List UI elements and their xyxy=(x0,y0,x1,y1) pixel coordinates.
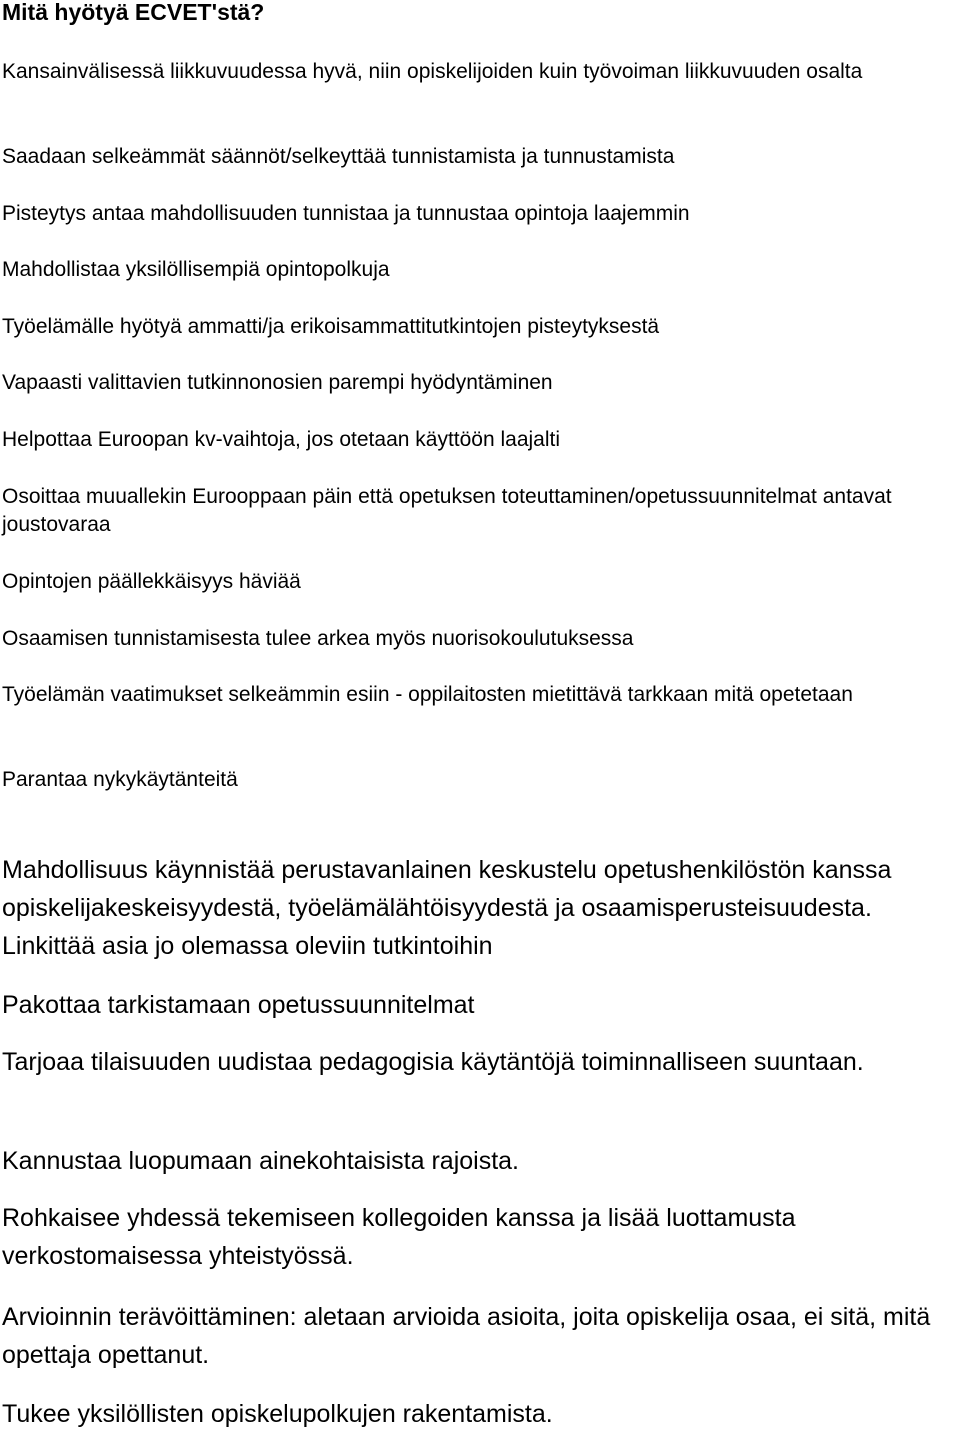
benefit-item: Parantaa nykykäytänteitä xyxy=(2,768,238,791)
benefit-item: Pisteytys antaa mahdollisuuden tunnistaa ja tunnustaa opintoja laajemmin xyxy=(2,202,690,225)
benefit-item: Kansainvälisessä liikkuvuudessa hyvä, niin opiskelijoiden kuin työvoiman liikkuvuuden osalta xyxy=(2,60,863,83)
benefit-item: Mahdollistaa yksilöllisempiä opintopolkuja xyxy=(2,258,390,281)
pedagogy-item: Arvioinnin terävöittäminen: aletaan arvioida asioita, joita opiskelija osaa, ei sitä, mitä opettaja opettanut. xyxy=(2,1303,931,1369)
benefit-item: Helpottaa Euroopan kv-vaihtoja, jos otetaan käyttöön laajalti xyxy=(2,428,561,451)
benefit-item: Osaamisen tunnistamisesta tulee arkea myös nuorisokoulutuksessa xyxy=(2,627,634,650)
page-title: Mitä hyötyä ECVET'stä? xyxy=(2,0,265,25)
pedagogy-item: Pakottaa tarkistamaan opetussuunnitelmat xyxy=(2,991,475,1019)
benefit-item: Vapaasti valittavien tutkinnonosien parempi hyödyntäminen xyxy=(2,371,553,394)
pedagogy-item: Tukee yksilöllisten opiskelupolkujen rakentamista. xyxy=(2,1400,553,1428)
pedagogy-item: Tarjoaa tilaisuuden uudistaa pedagogisia käytäntöjä toiminnalliseen suuntaan. xyxy=(2,1048,864,1076)
pedagogy-item: Rohkaisee yhdessä tekemiseen kollegoiden kanssa ja lisää luottamusta verkostomaisessa yhteistyössä. xyxy=(2,1204,796,1270)
benefit-item: Osoittaa muuallekin Eurooppaan päin että opetuksen toteuttaminen/opetussuunnitelmat antavat joustovaraa xyxy=(2,485,892,536)
benefit-item: Työelämälle hyötyä ammatti/ja erikoisammattitutkintojen pisteytyksestä xyxy=(2,315,660,338)
pedagogy-item: Kannustaa luopumaan ainekohtaisista rajoista. xyxy=(2,1147,520,1175)
benefit-item: Työelämän vaatimukset selkeämmin esiin - oppilaitosten mietittävä tarkkaan mitä opetetaan xyxy=(2,683,853,706)
pedagogy-item: Mahdollisuus käynnistää perustavanlainen keskustelu opetushenkilöstön kanssa opiskelijakeskeisyydestä, työelämälähtöisyydestä ja osaamisperusteisuudesta. Linkittää asia jo olemassa oleviin tutkintoihin xyxy=(2,856,892,960)
benefit-item: Opintojen päällekkäisyys häviää xyxy=(2,570,301,593)
benefit-item: Saadaan selkeämmät säännöt/selkeyttää tunnistamista ja tunnustamista xyxy=(2,145,675,168)
